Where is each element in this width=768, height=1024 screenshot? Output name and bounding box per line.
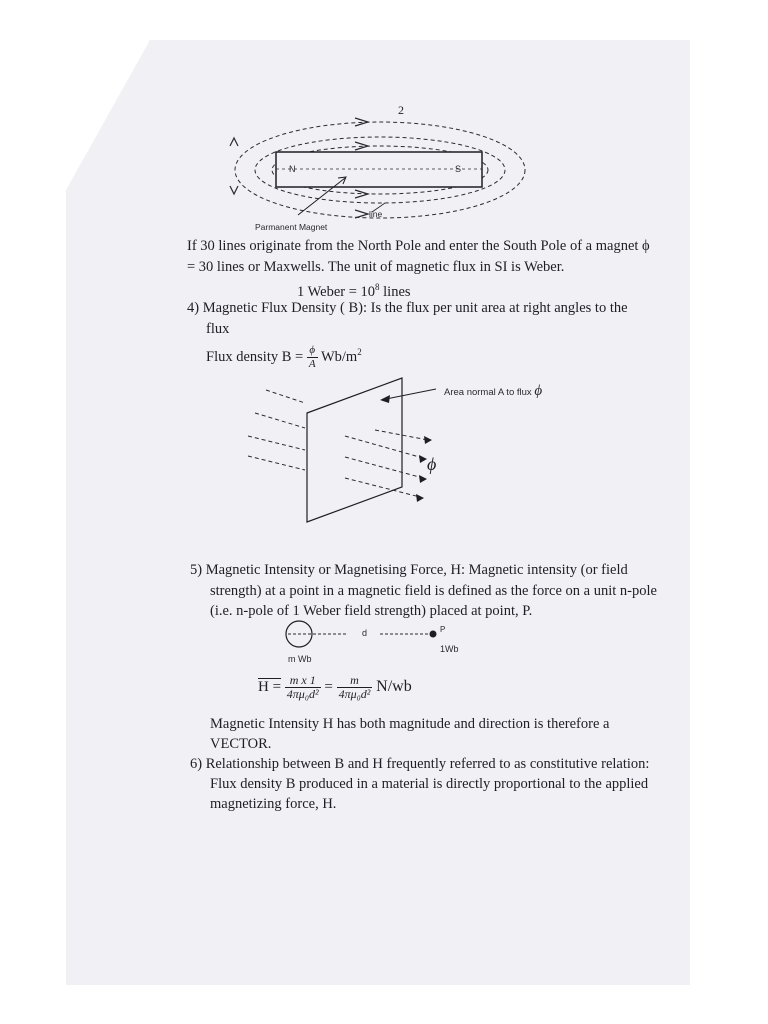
item4-line1: 4) Magnetic Flux Density ( B): Is the flux per unit area at right angles to the <box>187 300 628 316</box>
magnet-label: Parmanent Magnet <box>255 222 328 232</box>
h-formula: H = $\frac{\text{m x 1}}{\text{4πμ₀d²}}$ = $\frac{m}{\text{4πμ₀d²}}$ N/wb <box>258 673 412 701</box>
point-p-label: P <box>440 625 446 634</box>
item5-line2: strength) at a point in a magnetic field is defined as the force on a unit n-pole <box>210 583 657 599</box>
flux-text-line2: = 30 lines or Maxwells. The unit of magnetic flux in SI is Weber. <box>187 259 565 275</box>
south-pole-label: S <box>455 164 462 174</box>
m-wb-label: m Wb <box>288 654 312 664</box>
point-p-dot <box>430 631 437 638</box>
item6-line3: magnetizing force, H. <box>210 796 337 812</box>
flux-phi-label: ϕ <box>427 454 437 474</box>
page-number: 2 <box>398 103 404 117</box>
north-pole-label: N <box>289 164 296 174</box>
flux-text-line1: If 30 lines originate from the North Pole and enter the South Pole of a magnet ϕ <box>187 238 650 254</box>
item6-line2: Flux density B produced in a material is directly proportional to the applied <box>210 776 649 792</box>
vector-text-line1: Magnetic Intensity H has both magnitude and direction is therefore a <box>210 716 610 732</box>
vector-text-line2: VECTOR. <box>210 736 272 752</box>
flux-density-formula: Flux density B = $\frac{\phi}{A}$ $Wb/m^2$ <box>206 344 362 370</box>
item6-line1: 6) Relationship between B and H frequently referred to as constitutive relation: <box>190 756 650 772</box>
item4-line2: flux <box>206 321 230 337</box>
one-wb-label: 1Wb <box>440 644 459 654</box>
line-label: line <box>369 209 383 219</box>
weber-definition: 1 Weber = $10^8$ lines <box>297 282 411 300</box>
item5-line1: 5) Magnetic Intensity or Magnetising Force, H: Magnetic intensity (or field <box>190 562 628 578</box>
area-label: Area normal A to flux ϕ <box>444 383 543 399</box>
distance-d-label: d <box>362 628 368 638</box>
item5-line3: (i.e. n-pole of 1 Weber field strength) placed at point, P. <box>210 603 533 619</box>
